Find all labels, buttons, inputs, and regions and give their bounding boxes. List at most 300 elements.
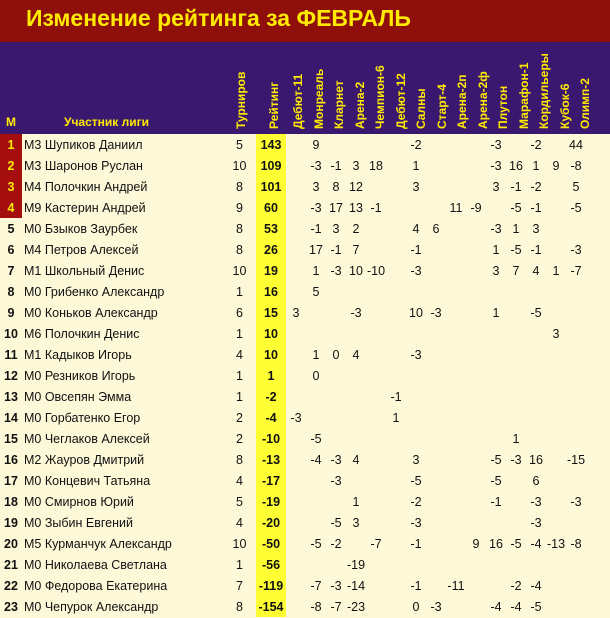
participant-name: М1 Кадыков Игорь [24, 347, 132, 362]
event-change-cell: -4 [510, 599, 522, 614]
participant-name: М0 Овсепян Эмма [24, 389, 132, 404]
event-change-cell: 1 [512, 221, 520, 236]
tournaments-count: 8 [236, 452, 243, 467]
event-change-cell [446, 281, 466, 302]
rank-cell: 12 [4, 368, 18, 383]
event-change-cell [286, 260, 306, 281]
event-change-cell [406, 407, 426, 428]
event-change-cell: -9 [470, 200, 482, 215]
participant-name: М2 Жауров Дмитрий [24, 452, 145, 467]
event-change-cell: -19 [346, 557, 366, 572]
event-change-cell [426, 407, 446, 428]
table-row [0, 176, 586, 197]
event-change-cell [286, 239, 306, 260]
event-change-cell [286, 386, 306, 407]
event-change-cell [366, 134, 386, 155]
column-header-label: Арена-2 [352, 81, 367, 129]
event-change-cell: -1 [310, 221, 322, 236]
event-change-cell: -5 [510, 242, 522, 257]
event-header-6 [394, 45, 412, 131]
event-change-cell: -3 [430, 305, 442, 320]
tournaments-count: 4 [236, 473, 243, 488]
event-change-cell [546, 575, 566, 596]
event-change-cell [526, 344, 546, 365]
event-change-cell: 3 [352, 158, 360, 173]
event-change-cell [326, 365, 346, 386]
event-change-cell [366, 344, 386, 365]
event-change-cell [446, 239, 466, 260]
event-change-cell [466, 596, 486, 617]
event-change-cell [466, 155, 486, 176]
event-change-cell [466, 176, 486, 197]
event-change-cell [466, 323, 486, 344]
event-change-cell [406, 197, 426, 218]
event-change-cell: -1 [530, 200, 542, 215]
event-change-cell [286, 281, 306, 302]
participant-name: М0 Федорова Екатерина [24, 578, 168, 593]
event-change-cell: -5 [490, 452, 502, 467]
event-change-cell [566, 596, 586, 617]
event-change-cell [506, 407, 526, 428]
event-change-cell [486, 281, 506, 302]
event-change-cell [306, 323, 326, 344]
column-header-label: Кубок-6 [557, 83, 572, 129]
event-change-cell: -3 [310, 200, 322, 215]
event-change-cell [546, 554, 566, 575]
event-change-cell [286, 491, 306, 512]
event-change-cell: -3 [330, 452, 342, 467]
event-change-cell [406, 428, 426, 449]
event-change-cell: -4 [490, 599, 502, 614]
event-change-cell: 3 [492, 263, 500, 278]
event-change-cell [546, 302, 566, 323]
event-change-cell [366, 323, 386, 344]
event-change-cell [326, 428, 346, 449]
event-change-cell [366, 575, 386, 596]
event-change-cell: 9 [472, 536, 480, 551]
event-change-cell [506, 281, 526, 302]
rank-cell: 20 [4, 536, 18, 551]
event-change-cell [446, 134, 466, 155]
event-change-cell [426, 428, 446, 449]
event-change-cell [286, 323, 306, 344]
rank-header: М [6, 115, 16, 129]
rank-cell: 21 [4, 557, 18, 572]
event-change-cell [366, 512, 386, 533]
event-change-cell [366, 302, 386, 323]
event-change-cell [386, 470, 406, 491]
event-change-cell: 3 [352, 515, 360, 530]
rating-value: 143 [256, 134, 286, 155]
tournaments-count: 2 [236, 431, 243, 446]
rank-cell: 13 [4, 389, 18, 404]
event-change-cell [346, 386, 366, 407]
event-change-cell [566, 218, 586, 239]
event-change-cell [386, 428, 406, 449]
event-change-cell [386, 281, 406, 302]
rating-value: -13 [256, 449, 286, 470]
event-change-cell [426, 470, 446, 491]
rating-value: -154 [256, 596, 286, 617]
event-change-cell [466, 407, 486, 428]
participant-name: М4 Петров Алексей [24, 242, 139, 257]
event-change-cell [286, 176, 306, 197]
event-change-cell: 6 [432, 221, 440, 236]
column-header-label: Кордильеры [537, 53, 551, 129]
event-change-cell [506, 386, 526, 407]
event-change-cell [386, 218, 406, 239]
event-change-cell: -7 [310, 578, 322, 593]
event-change-cell [346, 281, 366, 302]
event-change-cell: -5 [530, 305, 542, 320]
rating-value: 60 [256, 197, 286, 218]
event-change-cell: 3 [412, 179, 420, 194]
event-change-cell: 1 [312, 263, 320, 278]
event-change-cell [486, 428, 506, 449]
event-change-cell [446, 386, 466, 407]
column-header-label: Рейтинг [267, 81, 281, 129]
event-change-cell [526, 428, 546, 449]
event-change-cell [346, 323, 366, 344]
rank-cell: 3 [0, 176, 22, 197]
event-change-cell: -1 [410, 536, 422, 551]
event-header-11 [496, 45, 514, 131]
event-change-cell [446, 323, 466, 344]
event-change-cell: -1 [370, 200, 382, 215]
event-change-cell [426, 533, 446, 554]
tournaments-count: 1 [236, 389, 243, 404]
event-change-cell: -14 [346, 578, 366, 593]
table-row [0, 134, 586, 155]
event-change-cell [466, 281, 486, 302]
column-header-label: Турниров [234, 71, 248, 129]
event-change-cell: 1 [412, 158, 420, 173]
event-change-cell: -4 [530, 536, 542, 551]
event-change-cell [366, 470, 386, 491]
event-change-cell: -5 [330, 515, 342, 530]
event-change-cell: -4 [530, 578, 542, 593]
tournaments-count: 9 [236, 200, 243, 215]
rank-cell: 1 [0, 134, 22, 155]
rank-cell: 19 [4, 515, 18, 530]
event-change-cell: -3 [350, 305, 362, 320]
event-change-cell: 3 [292, 305, 300, 320]
tournaments-count: 10 [232, 158, 247, 173]
table-row [0, 197, 586, 218]
event-change-cell: 17 [329, 200, 343, 215]
rank-cell: 2 [0, 155, 22, 176]
event-change-cell: 3 [332, 221, 340, 236]
participant-name: М0 Чеглаков Алексей [24, 431, 150, 446]
event-change-cell: 0 [312, 368, 320, 383]
tournaments-count: 8 [236, 242, 243, 257]
event-change-cell [286, 197, 306, 218]
event-change-cell [346, 428, 366, 449]
event-change-cell [286, 596, 306, 617]
rank-cell: 9 [7, 305, 15, 320]
column-header-label: Марафон-1 [516, 62, 531, 129]
event-change-cell [446, 596, 466, 617]
event-change-cell: 1 [492, 305, 500, 320]
event-change-cell: 2 [352, 221, 360, 236]
rating-value: 53 [256, 218, 286, 239]
event-change-cell [386, 239, 406, 260]
event-change-cell [286, 575, 306, 596]
event-header-14 [558, 45, 576, 131]
participant-name: М6 Полочкин Денис [24, 326, 140, 341]
event-change-cell [446, 470, 466, 491]
event-change-cell: -3 [410, 263, 422, 278]
event-change-cell [526, 386, 546, 407]
event-change-cell [546, 176, 566, 197]
table-row [0, 365, 586, 386]
event-change-cell [386, 449, 406, 470]
event-change-cell [306, 554, 326, 575]
participant-name: М0 Коньков Александр [24, 305, 158, 320]
event-change-cell [446, 176, 466, 197]
event-change-cell [566, 323, 586, 344]
event-change-cell [486, 344, 506, 365]
event-change-cell [526, 554, 546, 575]
table-row [0, 554, 586, 575]
table-row [0, 533, 586, 554]
event-change-cell [426, 491, 446, 512]
event-change-cell: -2 [530, 179, 542, 194]
event-change-cell: -3 [310, 158, 322, 173]
event-change-cell [386, 554, 406, 575]
tournaments-count: 8 [236, 221, 243, 236]
event-change-cell [446, 491, 466, 512]
event-change-cell [446, 260, 466, 281]
event-change-cell [326, 323, 346, 344]
event-change-cell [346, 533, 366, 554]
event-change-cell [466, 470, 486, 491]
event-header-9 [455, 45, 473, 131]
table-row [0, 449, 586, 470]
event-change-cell: -3 [490, 137, 502, 152]
event-change-cell [486, 365, 506, 386]
participant-name: М9 Кастерин Андрей [24, 200, 146, 215]
event-change-cell: 5 [572, 179, 580, 194]
event-change-cell: -5 [510, 200, 522, 215]
event-change-cell [286, 512, 306, 533]
event-change-cell [366, 218, 386, 239]
event-change-cell [546, 134, 566, 155]
rank-cell: 10 [4, 326, 18, 341]
event-change-cell [386, 260, 406, 281]
event-change-cell: 3 [552, 326, 560, 341]
event-change-cell: -3 [330, 578, 342, 593]
column-header-label: Чемпион-6 [373, 65, 387, 129]
tournaments-count: 7 [236, 578, 243, 593]
event-change-cell [446, 533, 466, 554]
event-change-cell: 17 [309, 242, 323, 257]
event-change-cell [346, 365, 366, 386]
event-change-cell: -3 [570, 494, 582, 509]
rating-value: 10 [256, 323, 286, 344]
event-change-cell [466, 428, 486, 449]
event-change-cell [466, 218, 486, 239]
event-change-cell [506, 554, 526, 575]
event-change-cell [306, 512, 326, 533]
rank-cell: 23 [4, 599, 18, 614]
event-change-cell: -3 [430, 599, 442, 614]
event-change-cell [306, 491, 326, 512]
event-change-cell: 0 [412, 599, 420, 614]
participant-name: М0 Грибенко Александр [24, 284, 165, 299]
participant-name: М4 Полочкин Андрей [24, 179, 148, 194]
event-change-cell: 3 [312, 179, 320, 194]
event-change-cell [466, 386, 486, 407]
event-change-cell [386, 596, 406, 617]
event-change-cell: -1 [410, 242, 422, 257]
event-header-13 [537, 45, 555, 131]
event-change-cell [366, 365, 386, 386]
tournaments-count: 8 [236, 599, 243, 614]
event-change-cell: 12 [349, 179, 363, 194]
column-header-label: Плутон [496, 85, 510, 129]
event-change-cell [566, 575, 586, 596]
rating-value: 109 [256, 155, 286, 176]
table-row [0, 281, 586, 302]
event-change-cell: -2 [330, 536, 342, 551]
event-change-cell: -5 [310, 431, 322, 446]
event-change-cell: -3 [570, 242, 582, 257]
event-change-cell [466, 554, 486, 575]
event-change-cell [566, 386, 586, 407]
event-change-cell [386, 302, 406, 323]
event-change-cell: -3 [530, 494, 542, 509]
tournaments-count: 1 [236, 284, 243, 299]
rating-table [0, 134, 586, 617]
event-header-3 [332, 45, 350, 131]
rating-value: -10 [256, 428, 286, 449]
tournaments-count: 2 [236, 410, 243, 425]
event-change-cell: 44 [569, 137, 583, 152]
event-change-cell: -1 [530, 242, 542, 257]
rating-value: -17 [256, 470, 286, 491]
rating-value: 26 [256, 239, 286, 260]
event-change-cell [466, 302, 486, 323]
event-change-cell: -1 [410, 578, 422, 593]
column-header-label: Монреаль [311, 68, 326, 129]
event-change-cell [506, 323, 526, 344]
event-change-cell [366, 386, 386, 407]
event-change-cell: -5 [530, 599, 542, 614]
event-change-cell [546, 512, 566, 533]
event-change-cell [326, 554, 346, 575]
event-change-cell: -2 [510, 578, 522, 593]
rating-value: -50 [256, 533, 286, 554]
event-change-cell: 13 [349, 200, 363, 215]
event-change-cell [466, 449, 486, 470]
event-change-cell [566, 281, 586, 302]
event-change-cell: -3 [330, 473, 342, 488]
table-row [0, 218, 586, 239]
event-change-cell [486, 554, 506, 575]
tournaments-count: 4 [236, 515, 243, 530]
event-change-cell: 16 [509, 158, 523, 173]
event-change-cell [546, 596, 566, 617]
event-change-cell [366, 239, 386, 260]
event-change-cell [466, 239, 486, 260]
event-change-cell [326, 281, 346, 302]
event-change-cell: 3 [492, 179, 500, 194]
event-header-2 [312, 45, 330, 131]
rating-value: 19 [256, 260, 286, 281]
event-change-cell [426, 260, 446, 281]
event-change-cell [366, 281, 386, 302]
event-change-cell [366, 407, 386, 428]
event-header-1 [291, 45, 309, 131]
event-change-cell [466, 134, 486, 155]
event-change-cell [306, 302, 326, 323]
event-change-cell [546, 344, 566, 365]
event-change-cell [426, 554, 446, 575]
event-change-cell [386, 134, 406, 155]
event-change-cell: -2 [410, 137, 422, 152]
tournaments-count: 10 [232, 263, 247, 278]
event-change-cell: -8 [570, 536, 582, 551]
event-change-cell: -8 [570, 158, 582, 173]
event-change-cell: -1 [390, 389, 402, 404]
event-change-cell [326, 134, 346, 155]
event-change-cell [286, 344, 306, 365]
event-change-cell [546, 281, 566, 302]
event-change-cell: -3 [410, 347, 422, 362]
event-change-cell [326, 407, 346, 428]
event-change-cell: -3 [290, 410, 302, 425]
event-change-cell: -3 [510, 452, 522, 467]
event-change-cell [486, 512, 506, 533]
event-change-cell: -3 [410, 515, 422, 530]
event-change-cell [406, 386, 426, 407]
rank-cell: 15 [4, 431, 18, 446]
event-change-cell [406, 281, 426, 302]
event-change-cell [546, 218, 566, 239]
table-row [0, 428, 586, 449]
event-change-cell [386, 512, 406, 533]
event-change-cell [286, 449, 306, 470]
event-header-7 [414, 45, 432, 131]
event-change-cell [286, 155, 306, 176]
column-header-label: Старт-4 [434, 84, 449, 129]
event-change-cell: -3 [490, 158, 502, 173]
tournaments-count: 10 [232, 536, 247, 551]
event-change-cell [346, 470, 366, 491]
event-change-cell [286, 428, 306, 449]
event-change-cell [426, 239, 446, 260]
event-change-cell [426, 344, 446, 365]
event-change-cell: 5 [312, 284, 320, 299]
table-row [0, 575, 586, 596]
column-header-label: Арена-2ф [475, 71, 490, 129]
event-change-cell: 4 [412, 221, 420, 236]
event-change-cell [446, 344, 466, 365]
event-change-cell [466, 260, 486, 281]
event-change-cell: 16 [529, 452, 543, 467]
rating-value: -19 [256, 491, 286, 512]
event-change-cell [446, 302, 466, 323]
event-change-cell [566, 365, 586, 386]
event-change-cell: 16 [489, 536, 503, 551]
table-row [0, 596, 586, 617]
rating-value: -20 [256, 512, 286, 533]
event-change-cell: -5 [510, 536, 522, 551]
rating-value: 16 [256, 281, 286, 302]
event-change-cell: 18 [369, 158, 383, 173]
event-change-cell [566, 428, 586, 449]
